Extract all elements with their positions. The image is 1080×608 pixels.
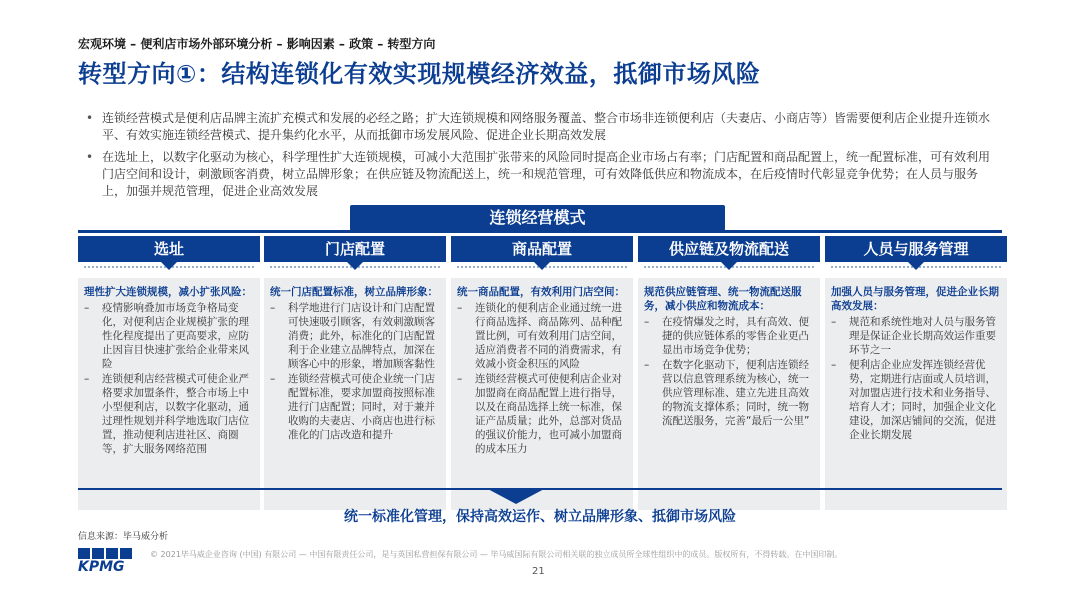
column-body (78, 278, 260, 510)
bullet-item: • 连锁经营模式是便利店品牌主流扩充模式和发展的必经之路；扩大连锁规模和网络服务覆盖、整合市场非连锁便利店（夫妻店、小商店等）皆需要便利店企业提升连锁水平、有效实施连锁经营模式、提升集约化水平，从而抵御市场发展风险、促进企业长期高效发展 (86, 110, 1001, 144)
column-body (264, 278, 446, 510)
column-lead: 规范供应链管理、统一物流配送服务，减小供应和物流成本： (644, 286, 802, 312)
list-item: – 疫情影响叠加市场竞争格局变化，对便利店企业规模扩张的理性化程度提出了更高要求，应防止因盲目快速扩张给企业带来风险 (84, 302, 249, 370)
logo-boxes (78, 548, 134, 559)
summary-text: 统一标准化管理，保持高效运作、树立品牌形象、抵御市场风险 (344, 509, 736, 525)
column-body (638, 278, 820, 510)
kpmg-logo (78, 548, 134, 575)
column-header: 选址 (78, 236, 260, 262)
list-item: – 连锁经营模式可使企业统一门店配置标准，要求加盟商按照标准进行门店配置；同时，对于兼并收购的夫妻店、小商店也进行标准化的门店改造和提升 (270, 373, 435, 441)
source-note: 信息来源：毕马威分析 (78, 532, 169, 542)
list-item: – 规范和系统性地对人员与服务管理是保证企业长期高效运作重要环节之一 (831, 316, 996, 356)
column-header: 供应链及物流配送 (638, 236, 820, 262)
list-item: – 连锁便利店经营模式可使企业严格要求加盟条件，整合市场上中小型便利店，以数字化驱动，通过理性规划并科学地选取门店位置，推动便利店进社区、商圈等，扩大服务网络范围 (84, 373, 249, 455)
list-item: – 科学地进行门店设计和门店配置可快速吸引顾客，有效刺激顾客消费；此外，标准化的门店配置利于企业建立品牌特点，加深在顾客心中的形象，增加顾客黏性 (270, 302, 435, 370)
intro-bullets (86, 110, 1001, 205)
column-body (451, 278, 633, 510)
column-lead: 加强人员与服务管理，促进企业长期高效发展： (831, 286, 999, 312)
column-lead: 理性扩大连锁规模，减小扩张风险： (84, 286, 252, 298)
column-header: 人员与服务管理 (825, 236, 1007, 262)
column-people-service (825, 236, 1007, 510)
list-item: – 便利店企业应发挥连锁经营优势，定期进行店面或人员培训，对加盟店进行技术和业务指导、培育人才；同时，加强企业文化建设，加深店铺间的交流，促进企业长期发展 (831, 359, 996, 441)
page-number: 21 (532, 566, 545, 577)
column-header: 门店配置 (264, 236, 446, 262)
column-lead: 统一门店配置标准，树立品牌形象： (270, 286, 438, 298)
chevron-down-icon (908, 262, 924, 270)
breadcrumb: 宏观环境 – 便利店市场外部环境分析 – 影响因素 – 政策 – 转型方向 (78, 37, 436, 51)
column-header: 商品配置 (451, 236, 633, 262)
page-title: 转型方向①：结构连锁化有效实现规模经济效益，抵御市场风险 (78, 60, 761, 88)
column-site-selection (78, 236, 260, 510)
logo-text: KPMG (78, 559, 125, 575)
arrow-down-icon (486, 488, 546, 504)
column-supply-chain (638, 236, 820, 510)
list-item: – 在数字化驱动下，便利店连锁经营以信息管理系统为核心，统一供应管理标准、建立先进且高效的物流支撑体系；同时，统一物流配送服务，完善“最后一公里” (644, 359, 810, 427)
chevron-down-icon (534, 262, 550, 270)
column-body (825, 278, 1007, 510)
column-lead: 统一商品配置，有效利用门店空间： (457, 286, 625, 298)
chevron-down-icon (347, 262, 363, 270)
bullet-item: • 在选址上，以数字化驱动为核心，科学理性扩大连锁规模，可减小大范围扩张带来的风险同时提高企业市场占有率；门店配置和商品配置上，统一配置标准，可有效利用门店空间和设计，刺激顾客消费，树立品牌形象；在供应链及物流配送上，统一和规范管理，可有效降低供应和物流成本，在后疫情时代彰显竞争优势；在人员与服务上，加强并规范管理，促进企业高效发展 (86, 149, 1001, 200)
list-item: – 连锁化的便利店企业通过统一进行商品选择、商品陈列、品种配置比例，可有效利用门店空间，适应消费者不同的消费需求，有效减小资金积压的风险 (457, 302, 622, 370)
column-merchandise-config (451, 236, 633, 510)
list-item: – 在疫情爆发之时，具有高效、便捷的供应链体系的零售企业更凸显出市场竞争优势； (644, 316, 809, 356)
list-item: – 连锁经营模式可使便利店企业对加盟商在商品配置上进行指导，以及在商品选择上统一标准，保证产品质量；此外，总部对货品的强议价能力，也可减小加盟商的成本压力 (457, 373, 622, 455)
chevron-down-icon (721, 262, 737, 270)
model-banner: 连锁经营模式 (350, 205, 725, 231)
chevron-down-icon (161, 262, 177, 270)
copyright-text: © 2021毕马威企业咨询 (中国) 有限公司 — 中国有限责任公司，是与英国私营担保有限公司 — 毕马威国际有限公司相关联的独立成员所全球性组织中的成员。版权所有，不得转载。在中国印制。 (150, 550, 843, 559)
column-store-config (264, 236, 446, 510)
